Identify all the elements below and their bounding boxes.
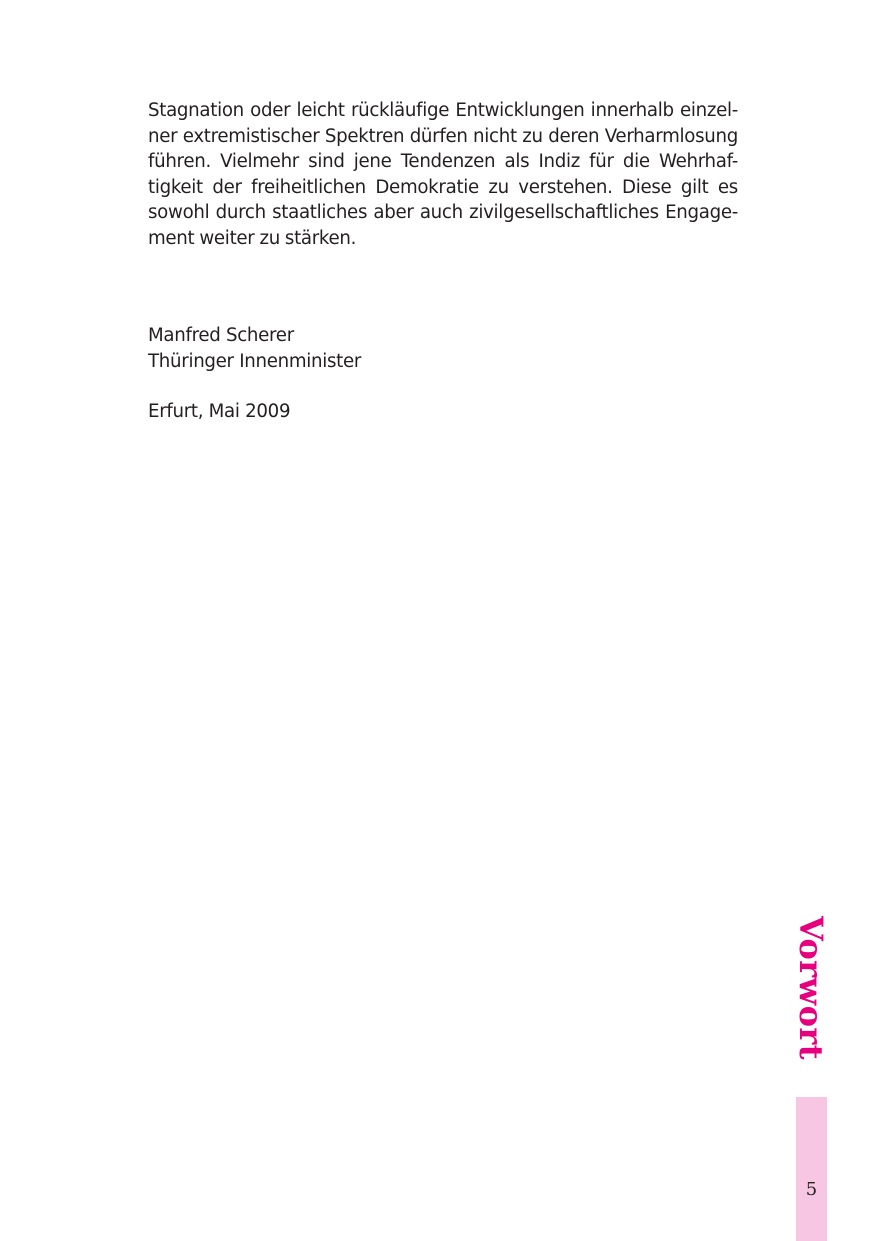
section-tab-label: Vorwort — [792, 915, 830, 1061]
body-line: Stagnation oder leicht rückläufige Entwicklungen innerhalb einzel- — [148, 100, 738, 121]
place-date: Erfurt, Mai 2009 — [148, 401, 291, 422]
body-line: ment weiter zu stärken. — [148, 227, 357, 249]
page-number-tab — [796, 1097, 827, 1241]
signature-block — [148, 323, 361, 375]
body-paragraph — [148, 98, 738, 252]
body-line: ner extremistischer Spektren dürfen nicht zu deren Verharmlosung — [148, 125, 738, 147]
section-tab — [788, 917, 834, 1059]
body-line: führen. Vielmehr sind jene Tendenzen als Indiz für die Wehrhaf- — [148, 151, 738, 173]
body-line: sowohl durch staatliches aber auch zivilgesellschaftliches Engage- — [148, 202, 738, 224]
signatory-title: Thüringer Innenminister — [148, 351, 362, 372]
page-number: 5 — [805, 1179, 818, 1200]
body-line: tigkeit der freiheitlichen Demokratie zu verstehen. Diese gilt es — [148, 176, 738, 198]
signatory-name: Manfred Scherer — [148, 325, 294, 346]
